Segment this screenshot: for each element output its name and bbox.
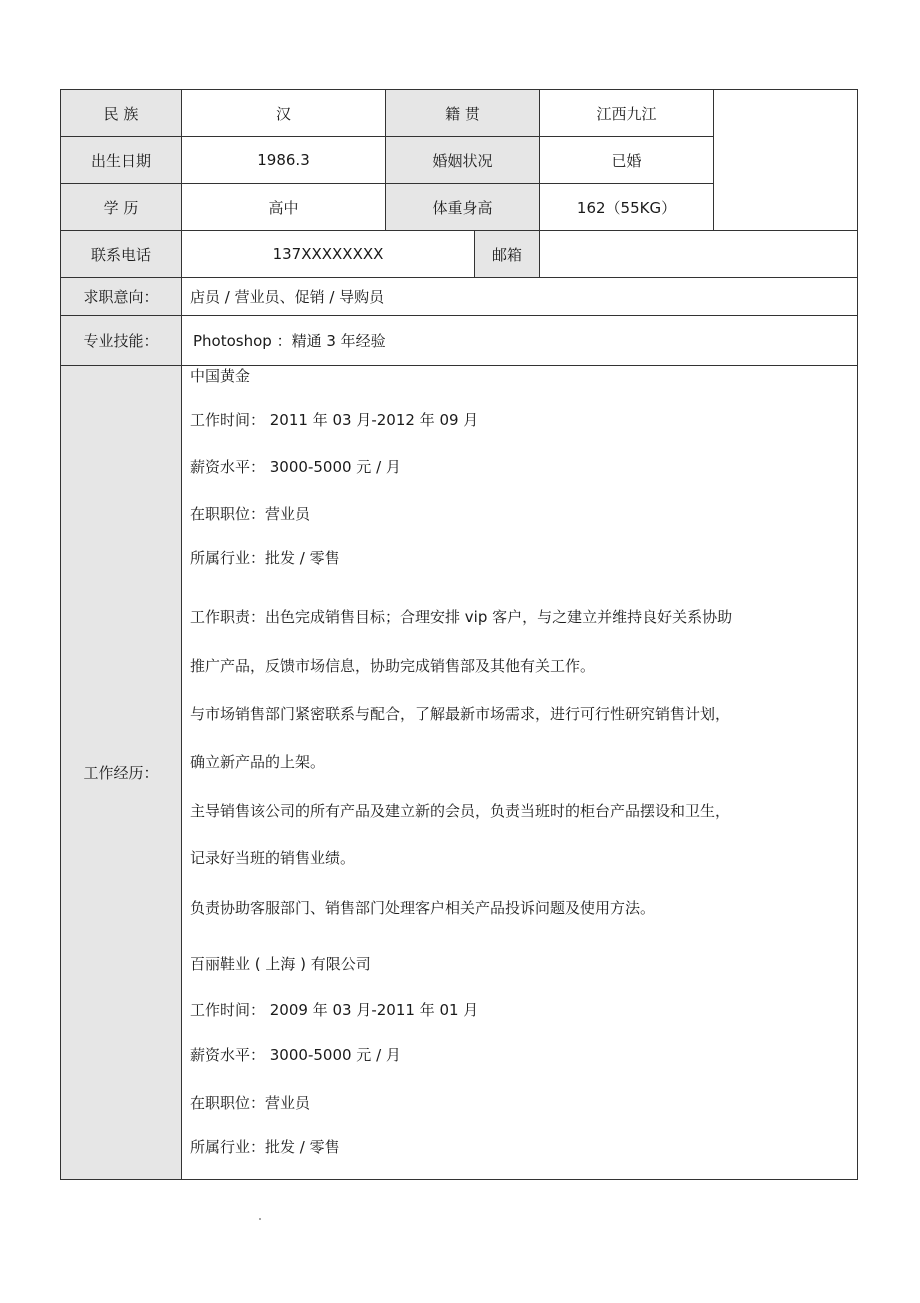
page-dot bbox=[259, 1218, 261, 1220]
experience-line: 薪资水平： 3000-5000 元 / 月 bbox=[190, 1046, 401, 1064]
experience-line: 记录好当班的销售业绩。 bbox=[190, 849, 356, 867]
education-label: 学 历 bbox=[60, 183, 182, 231]
intent-value: 店员 / 营业员、促销 / 导购员 bbox=[181, 277, 858, 316]
company-name: 中国黄金 bbox=[190, 367, 251, 385]
experience-line: 确立新产品的上架。 bbox=[190, 753, 326, 771]
experience-line: 工作职责：出色完成销售目标；合理安排 vip 客户，与之建立并维持良好关系协助 bbox=[190, 608, 733, 626]
phone-value: 137XXXXXXXX bbox=[181, 230, 475, 278]
experience-line: 在职职位：营业员 bbox=[190, 1094, 311, 1112]
email-label: 邮箱 bbox=[474, 230, 540, 278]
marital-label: 婚姻状况 bbox=[385, 136, 540, 184]
ethnicity-value: 汉 bbox=[181, 89, 386, 137]
experience-line: 推广产品，反馈市场信息，协助完成销售部及其他有关工作。 bbox=[190, 657, 596, 675]
marital-value: 已婚 bbox=[539, 136, 714, 184]
skills-label: 专业技能： bbox=[60, 315, 182, 366]
experience-line: 工作时间： 2011 年 03 月-2012 年 09 月 bbox=[190, 411, 479, 429]
experience-line: 工作时间： 2009 年 03 月-2011 年 01 月 bbox=[190, 1001, 479, 1019]
experience-line: 负责协助客服部门、销售部门处理客户相关产品投诉问题及使用方法。 bbox=[190, 899, 656, 917]
hometown-label: 籍 贯 bbox=[385, 89, 540, 137]
body-label: 体重身高 bbox=[385, 183, 540, 231]
intent-label: 求职意向： bbox=[60, 277, 182, 316]
education-value: 高中 bbox=[181, 183, 386, 231]
experience-line: 所属行业：批发 / 零售 bbox=[190, 549, 340, 567]
experience-line: 主导销售该公司的所有产品及建立新的会员，负责当班时的柜台产品摆设和卫生， bbox=[190, 802, 731, 820]
phone-label: 联系电话 bbox=[60, 230, 182, 278]
experience-label: 工作经历： bbox=[60, 365, 182, 1180]
hometown-value: 江西九江 bbox=[539, 89, 714, 137]
experience-line: 薪资水平： 3000-5000 元 / 月 bbox=[190, 458, 401, 476]
email-value bbox=[539, 230, 858, 278]
experience-line: 与市场销售部门紧密联系与配合，了解最新市场需求，进行可行性研究销售计划， bbox=[190, 705, 731, 723]
birth-label: 出生日期 bbox=[60, 136, 182, 184]
photo-cell bbox=[713, 89, 858, 231]
experience-line: 在职职位：营业员 bbox=[190, 505, 311, 523]
skills-value: Photoshop ：精通 3 年经验 bbox=[181, 315, 858, 366]
ethnicity-label: 民 族 bbox=[60, 89, 182, 137]
body-value: 162（55KG） bbox=[539, 183, 714, 231]
birth-value: 1986.3 bbox=[181, 136, 386, 184]
company-name: 百丽鞋业 ( 上海 ) 有限公司 bbox=[190, 955, 371, 973]
experience-line: 所属行业：批发 / 零售 bbox=[190, 1138, 340, 1156]
